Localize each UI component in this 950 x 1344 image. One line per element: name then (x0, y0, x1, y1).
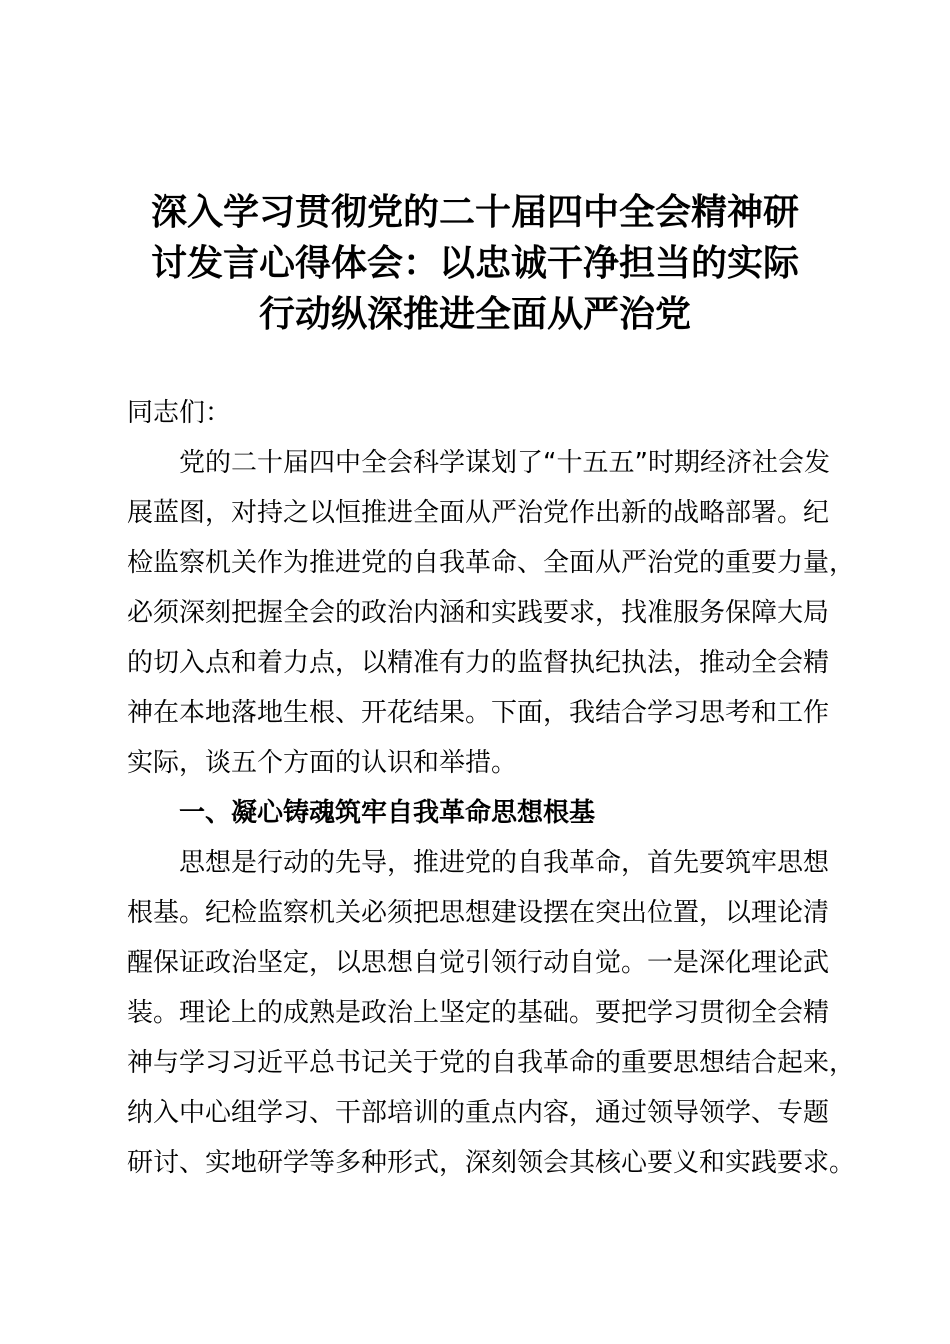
paragraph-line: 神在本地落地生根、开花结果。下面，我结合学习思考和工作 (127, 698, 830, 728)
title-line: 行动纵深推进全面从严治党 (258, 293, 691, 335)
document-title (100, 187, 850, 340)
paragraph-line: 纳入中心组学习、干部培训的重点内容，通过领导领学、专题 (127, 1098, 830, 1128)
paragraph-line: 根基。纪检监察机关必须把思想建设摆在突出位置，以理论清 (127, 898, 830, 928)
paragraph-line: 展蓝图，对持之以恒推进全面从严治党作出新的战略部署。纪 (127, 498, 830, 528)
paragraph-line: 的切入点和着力点，以精准有力的监督执纪执法，推动全会精 (127, 648, 830, 678)
paragraph-line: 神与学习习近平总书记关于党的自我革命的重要思想结合起来， (127, 1048, 856, 1078)
document-body (127, 388, 856, 1188)
paragraph-line: 实际，谈五个方面的认识和举措。 (127, 748, 518, 778)
paragraph-line: 研讨、实地研学等多种形式，深刻领会其核心要义和实践要求。 (127, 1148, 856, 1178)
paragraph-line: 党的二十届四中全会科学谋划了“十五五”时期经济社会发 (179, 448, 830, 478)
title-line: 讨发言心得体会：以忠诚干净担当的实际 (150, 242, 799, 284)
section-heading: 一、凝心铸魂筑牢自我革命思想根基 (179, 798, 596, 828)
paragraph-line: 检监察机关作为推进党的自我革命、全面从严治党的重要力量， (127, 548, 856, 578)
paragraph-line: 装。理论上的成熟是政治上坚定的基础。要把学习贯彻全会精 (127, 998, 830, 1028)
title-line: 深入学习贯彻党的二十届四中全会精神研 (150, 191, 799, 233)
salutation: 同志们： (127, 398, 232, 428)
paragraph-line: 必须深刻把握全会的政治内涵和实践要求，找准服务保障大局 (127, 598, 830, 628)
paragraph-line: 思想是行动的先导，推进党的自我革命，首先要筑牢思想 (179, 848, 830, 878)
paragraph-line: 醒保证政治坚定，以思想自觉引领行动自觉。一是深化理论武 (127, 948, 830, 978)
